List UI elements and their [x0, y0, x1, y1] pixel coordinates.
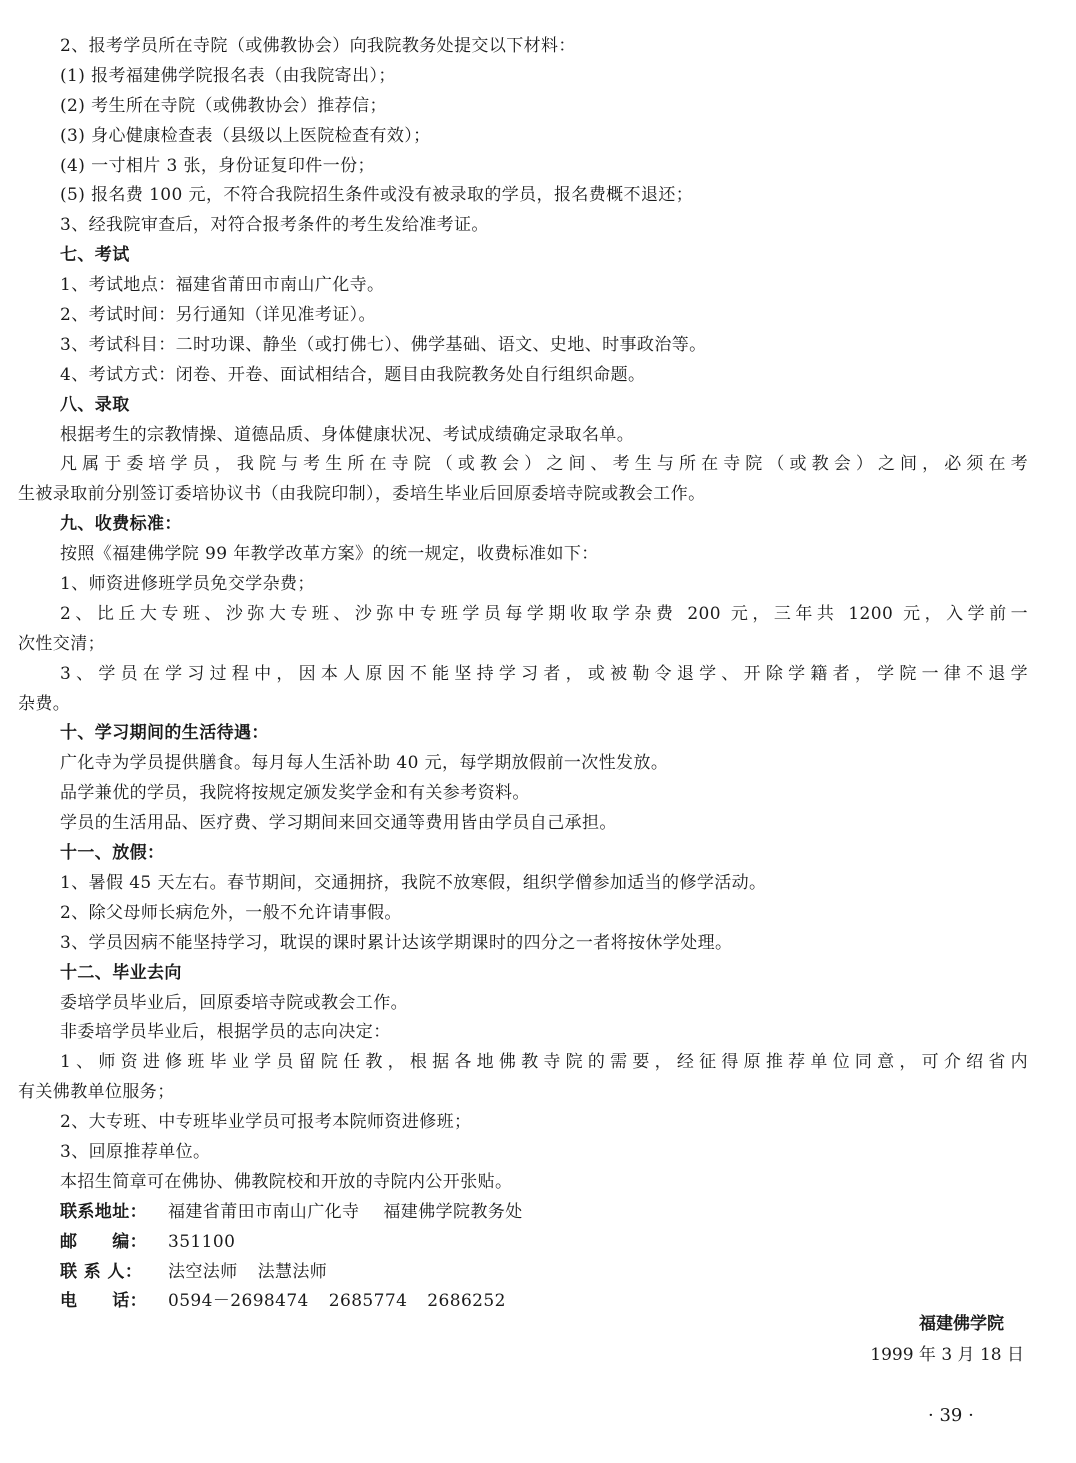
paragraph-line: 学员的生活用品、医疗费、学习期间来回交通等费用皆由学员自己承担。 [60, 813, 617, 834]
paragraph-line: 3、学员因病不能坚持学习，耽误的课时累计达该学期课时的四分之一者将按休学处理。 [60, 932, 733, 953]
paragraph-line: 广化寺为学员提供膳食。每月每人生活补助 40 元，每学期放假前一次性发放。 [60, 753, 669, 774]
page-number: · 39 · [928, 1405, 974, 1426]
paragraph-line: 2、比丘大专班、沙弥大专班、沙弥中专班学员每学期收取学杂费 200 元，三年共 1200 元，入学前一 [60, 603, 1028, 624]
section-heading: 八、录取 [60, 394, 130, 415]
paragraph-line: 委培学员毕业后，回原委培寺院或教会工作。 [60, 992, 408, 1013]
paragraph-line: 凡属于委培学员，我院与考生所在寺院（或教会）之间、考生与所在寺院（或教会）之间，必须在考 [60, 454, 1028, 475]
section-heading: 十一、放假： [60, 843, 165, 864]
contact-row [18, 1287, 1028, 1317]
section-heading: 十二、毕业去向 [60, 962, 182, 983]
section-heading: 十、学习期间的生活待遇： [60, 723, 269, 744]
contact-person-1: 法空法师 [168, 1261, 238, 1282]
contact-phone-1: 0594－2698474 [168, 1291, 309, 1312]
contact-person-2: 法慧法师 [257, 1261, 328, 1282]
document-body [18, 32, 1028, 1317]
contact-phone-3: 2686252 [427, 1291, 506, 1312]
paragraph-line: (2) 考生所在寺院（或佛教协会）推荐信； [60, 95, 387, 116]
contact-person-label: 联 系 人： [60, 1261, 143, 1282]
paragraph-line: (5) 报名费 100 元，不符合我院招生条件或没有被录取的学员，报名费概不退还； [60, 185, 694, 206]
paragraph-line: 4、考试方式：闭卷、开卷、面试相结合，题目由我院教务处自行组织命题。 [60, 364, 646, 385]
paragraph-line: 3、回原推荐单位。 [60, 1141, 211, 1162]
paragraph-line: 品学兼优的学员，我院将按规定颁发奖学金和有关参考资料。 [60, 783, 530, 804]
contact-row [18, 1228, 1028, 1258]
section-heading: 九、收费标准： [60, 514, 182, 535]
contact-phone-label: 电 话： [60, 1291, 147, 1312]
paragraph-line: 2、大专班、中专班毕业学员可报考本院师资进修班； [60, 1112, 472, 1133]
contact-address-value: 福建省莆田市南山广化寺 [168, 1201, 360, 1222]
paragraph-line: 3、学员在学习过程中，因本人原因不能坚持学习者，或被勒令退学、开除学籍者，学院一律不退学 [60, 663, 1028, 684]
contact-address-label: 联系地址： [60, 1201, 147, 1222]
section-heading: 七、考试 [60, 245, 130, 266]
paragraph-line: 1、师资进修班学员免交学杂费； [60, 574, 315, 595]
paragraph-line: 非委培学员毕业后，根据学员的志向决定： [60, 1022, 391, 1043]
contact-postcode-value: 351100 [168, 1231, 236, 1252]
contact-phone-2: 2685774 [328, 1291, 408, 1312]
paragraph-line: (3) 身心健康检查表（县级以上医院检查有效）； [60, 125, 431, 146]
contact-address-dept: 福建佛学院教务处 [383, 1201, 523, 1222]
paragraph-line: 1、暑假 45 天左右。春节期间，交通拥挤，我院不放寒假，组织学僧参加适当的修学活动。 [60, 872, 767, 893]
paragraph-line: 次性交清； [18, 633, 105, 654]
paragraph-line: 1、师资进修班毕业学员留院任教，根据各地佛教寺院的需要，经征得原推荐单位同意，可介绍省内 [60, 1052, 1028, 1073]
paragraph-line: 生被录取前分别签订委培协议书（由我院印制），委培生毕业后回原委培寺院或教会工作。 [18, 484, 706, 505]
contact-row [18, 1198, 1028, 1228]
paragraph-line: 1、考试地点：福建省莆田市南山广化寺。 [60, 275, 385, 296]
paragraph-line: (1) 报考福建佛学院报名表（由我院寄出）； [60, 65, 396, 86]
paragraph-line: 杂费。 [18, 693, 71, 714]
paragraph-line: 按照《福建佛学院 99 年教学改革方案》的统一规定，收费标准如下： [60, 544, 599, 565]
paragraph-line: 3、经我院审查后，对符合报考条件的考生发给准考证。 [60, 215, 489, 236]
paragraph-line: 3、考试科目：二时功课、静坐（或打佛七）、佛学基础、语文、史地、时事政治等。 [60, 334, 707, 355]
paragraph-line: 2、考试时间：另行通知（详见准考证）。 [60, 305, 376, 326]
paragraph-line: 2、报考学员所在寺院（或佛教协会）向我院教务处提交以下材料： [60, 36, 576, 56]
contact-postcode-label: 邮 编： [60, 1231, 147, 1252]
paragraph-line: 本招生简章可在佛协、佛教院校和开放的寺院内公开张贴。 [60, 1171, 513, 1192]
signature-date: 1999 年 3 月 18 日 [870, 1345, 1024, 1365]
paragraph-line: 2、除父母师长病危外，一般不允许请事假。 [60, 902, 402, 923]
paragraph-line: 根据考生的宗教情操、道德品质、身体健康状况、考试成绩确定录取名单。 [60, 424, 635, 445]
signature-organization: 福建佛学院 [919, 1314, 1004, 1334]
paragraph-line: 有关佛教单位服务； [18, 1082, 175, 1103]
paragraph-line: (4) 一寸相片 3 张，身份证复印件一份； [60, 155, 375, 176]
contact-row [18, 1258, 1028, 1288]
